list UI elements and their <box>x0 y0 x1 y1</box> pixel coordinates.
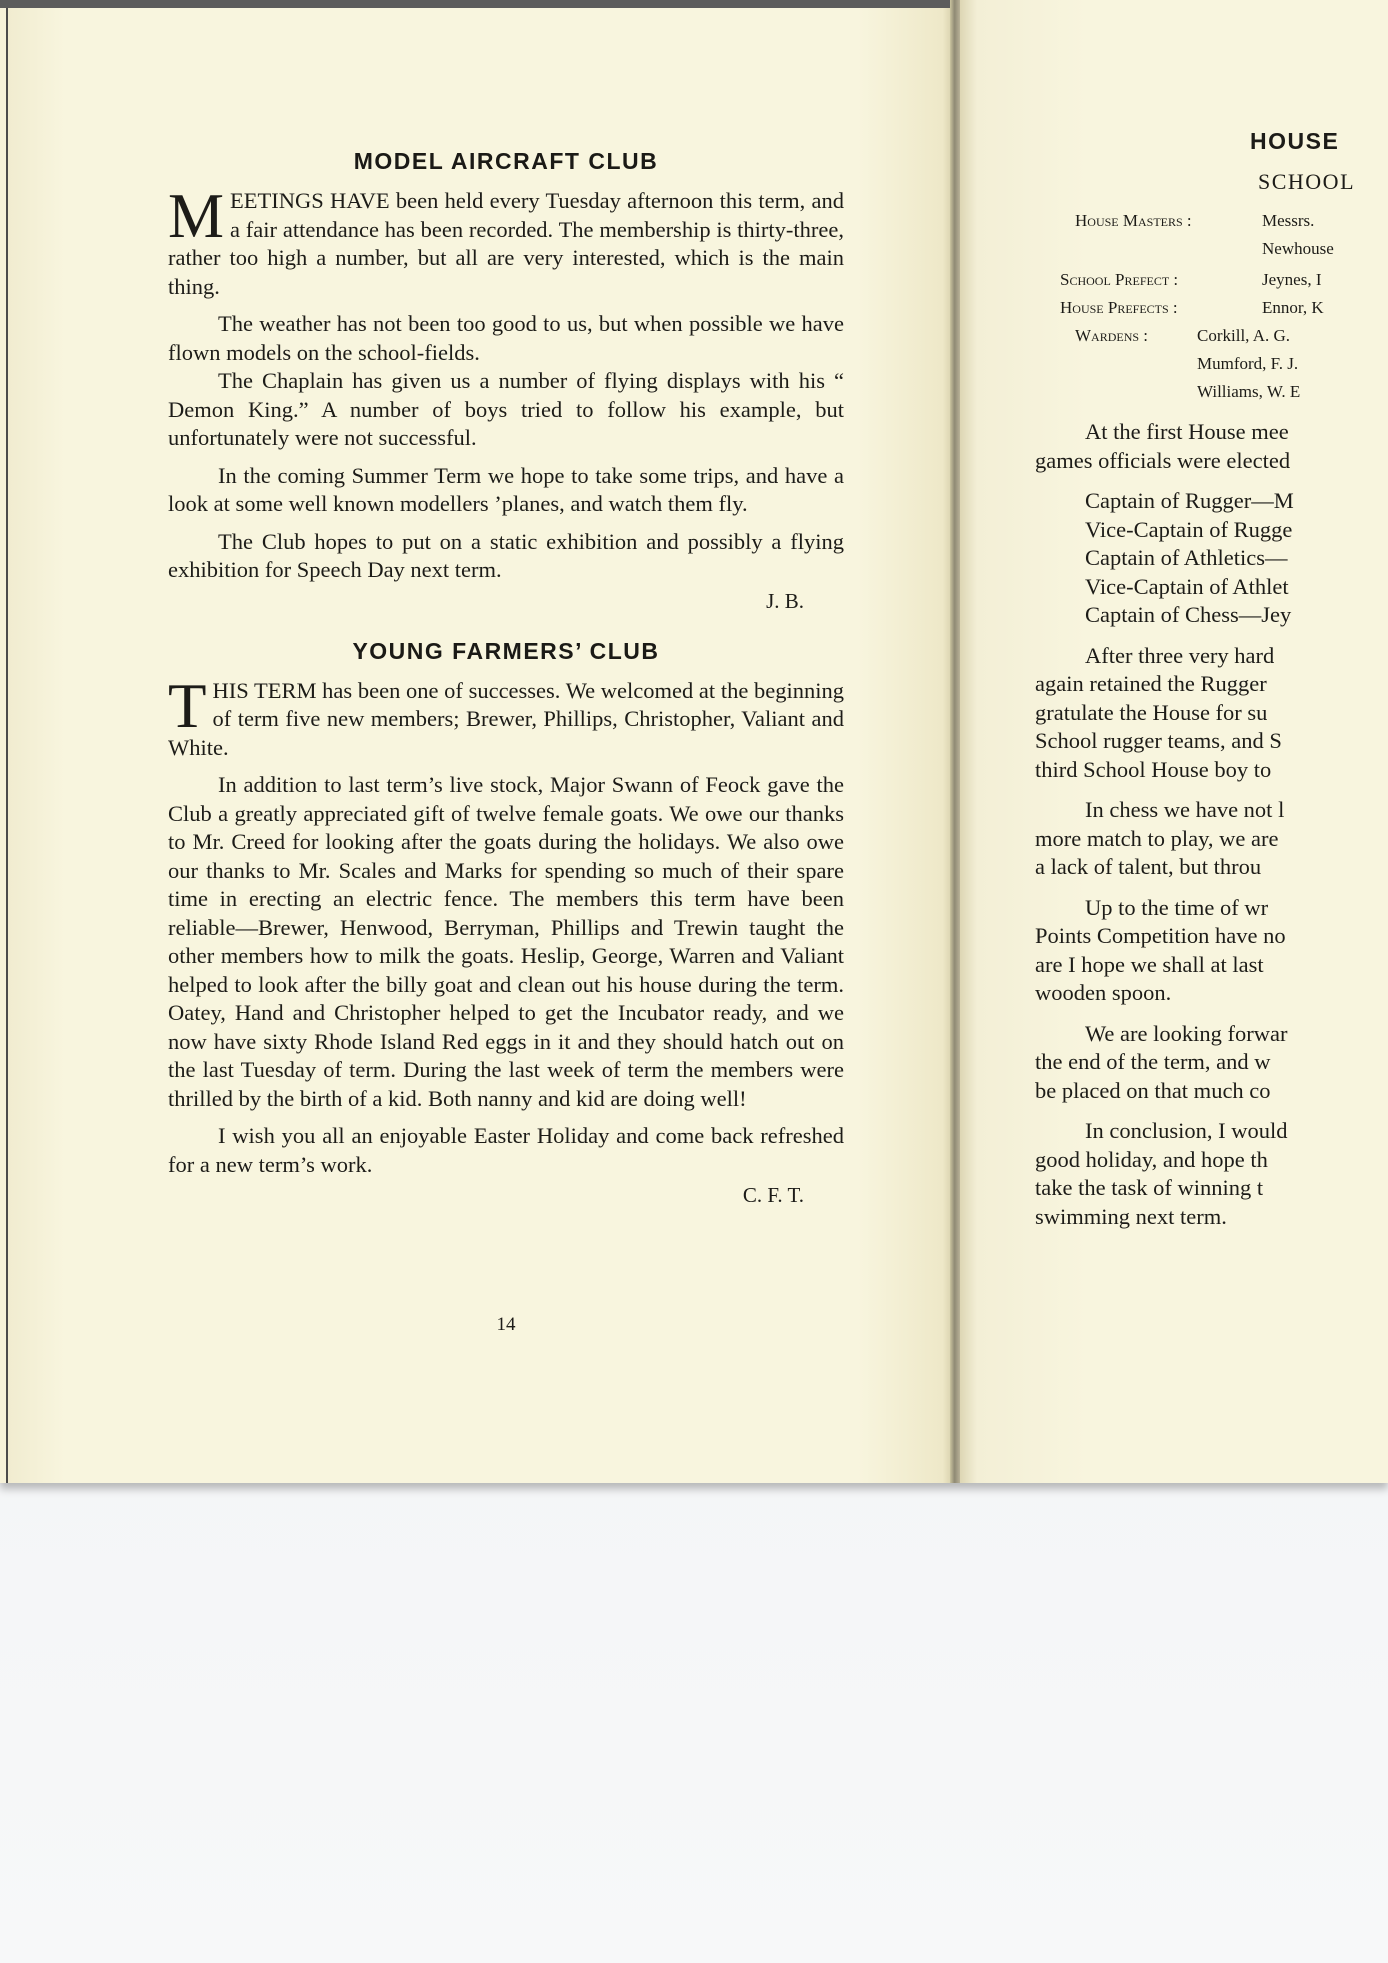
house-line: In chess we have not l <box>1085 797 1285 822</box>
meta-label: School Prefect : <box>1060 270 1179 289</box>
young-farmers-signature: C. F. T. <box>742 1183 804 1207</box>
book-gutter <box>950 0 960 1483</box>
captain-line: Captain of Rugger—M <box>1085 488 1294 513</box>
house-line: more match to play, we are <box>1035 825 1279 851</box>
model-aircraft-paragraph-4: In the coming Summer Term we hope to take some trips, and have a look at some well known modellers ’planes, and watch them fly. <box>168 462 844 516</box>
house-paragraph-chess <box>1035 796 1388 882</box>
right-page <box>960 0 1388 1483</box>
meta-label: House Prefects : <box>1060 298 1178 317</box>
left-page-column <box>168 148 844 1335</box>
house-line: again retained the Rugger <box>1035 671 1267 696</box>
house-line: At the first House mee <box>1085 419 1289 444</box>
house-body <box>1035 418 1388 1231</box>
meta-row-wardens <box>1075 322 1388 350</box>
house-line: In conclusion, I would <box>1085 1118 1288 1143</box>
captain-line: Captain of Athletics— <box>1085 545 1288 570</box>
young-farmers-p1-text: HIS TERM has been one of successes. We welcomed at the beginning of term five new members; Brewer, Phillips, Christopher, Valiant and White. <box>168 677 844 760</box>
meta-row-wardens-cont-1: Mumford, F. J. <box>1197 354 1299 373</box>
young-farmers-paragraph-3: I wish you all an enjoyable Easter Holiday and come back refreshed for a new term’s work. <box>168 1123 844 1177</box>
model-aircraft-section <box>168 148 844 614</box>
model-aircraft-p1-text: EETINGS HAVE been held every Tuesday afternoon this term, and a fair attendance has been recorded. The membership is thirty-three, rather too high a number, but all are very interested, which is the main thing. <box>168 188 844 299</box>
meta-row-school-prefect <box>1060 266 1388 294</box>
left-page <box>6 8 952 1483</box>
meta-row-house-masters-cont: Newhouse <box>1262 239 1334 258</box>
young-farmers-paragraph-2: In addition to last term’s live stock, Major Swann of Feock gave the Club a greatly appreciated gift of twelve female goats. We owe our thanks to Mr. Creed for looking after the goats during the holidays. We also owe our thanks to Mr. Scales and Marks for spending so much of their spare time in erecting an electric fence. The members this term have been reliable—Brewer, Henwood, Berryman, Phillips and Trewin taught the other members how to milk the goats. Heslip, George, Warren and Valiant helped to look after the billy goat and clean out his house during the term. Oatey, Hand and Christopher helped to get the Incubator ready, and we now have sixty Rhode Island Red eggs in it and they should hatch out on the last Tuesday of term. During the last week of term the members were thrilled by the birth of a kid. Both nanny and kid are doing well! <box>168 772 844 1111</box>
young-farmers-section <box>168 638 844 1209</box>
model-aircraft-paragraph-5: The Club hopes to put on a static exhibition and possibly a flying exhibition for Speech Day next term. <box>168 528 844 582</box>
meta-value: Ennor, K <box>1262 298 1324 317</box>
house-line: a lack of talent, but throu <box>1035 854 1262 879</box>
house-line: take the task of winning t <box>1035 1175 1264 1200</box>
meta-row-house-masters <box>1075 207 1388 235</box>
meta-label: Wardens : <box>1075 326 1149 345</box>
house-line: We are looking forwar <box>1085 1020 1288 1046</box>
house-line: After three very hard <box>1085 642 1275 668</box>
page-number: 14 <box>496 1314 516 1335</box>
meta-value: Jeynes, I <box>1262 270 1322 289</box>
meta-value: Messrs. <box>1262 211 1315 230</box>
house-line: Points Competition have no <box>1035 923 1286 948</box>
house-line: are I hope we shall at last <box>1035 951 1264 977</box>
dropcap-t: T <box>168 670 207 741</box>
captains-list <box>1035 487 1388 630</box>
house-line: the end of the term, and w <box>1035 1049 1271 1074</box>
meta-row-wardens-cont-2: Williams, W. E <box>1197 382 1301 401</box>
house-line: third School House boy to <box>1035 756 1272 782</box>
model-aircraft-paragraph-3: The Chaplain has given us a number of flying displays with his “ Demon King.” A number of boys tried to follow his example, but unfortunately were not successful. <box>168 368 844 450</box>
right-page-column <box>1035 128 1388 1231</box>
captain-line: Vice-Captain of Rugge <box>1085 516 1293 542</box>
house-line: School rugger teams, and S <box>1035 728 1282 753</box>
captain-line: Vice-Captain of Athlet <box>1085 573 1289 599</box>
model-aircraft-signature: J. B. <box>766 588 804 613</box>
house-paragraph-conclusion <box>1035 1117 1388 1231</box>
house-line: Up to the time of wr <box>1085 894 1269 920</box>
house-line: good holiday, and hope th <box>1035 1146 1268 1172</box>
house-line: wooden spoon. <box>1035 980 1172 1005</box>
young-farmers-paragraph-1 <box>168 670 844 763</box>
house-subtitle: SCHOOL <box>1258 169 1356 194</box>
meta-value: Corkill, A. G. <box>1197 326 1291 345</box>
page-top-edge <box>0 0 950 8</box>
house-line: swimming next term. <box>1035 1203 1227 1229</box>
model-aircraft-title: MODEL AIRCRAFT CLUB <box>353 148 659 174</box>
house-line: be placed on that much co <box>1035 1077 1271 1103</box>
dropcap-m: M <box>168 181 225 251</box>
house-title: HOUSE <box>1250 128 1340 154</box>
captain-line: Captain of Chess—Jey <box>1085 602 1292 627</box>
model-aircraft-paragraph-2: The weather has not been too good to us, but when possible we have flown models on the school-fields. <box>168 311 844 365</box>
model-aircraft-paragraph-1 <box>168 181 844 301</box>
house-line: games officials were elected <box>1035 447 1291 473</box>
house-officials <box>1060 207 1388 406</box>
house-line: gratulate the House for su <box>1035 699 1268 725</box>
meta-row-house-prefects <box>1060 294 1388 322</box>
house-paragraph-forward <box>1035 1020 1388 1106</box>
house-paragraph-points <box>1035 894 1388 1008</box>
meta-label: House Masters : <box>1075 211 1192 230</box>
house-paragraph-rugger <box>1035 642 1388 785</box>
young-farmers-title: YOUNG FARMERS’ CLUB <box>352 637 660 664</box>
